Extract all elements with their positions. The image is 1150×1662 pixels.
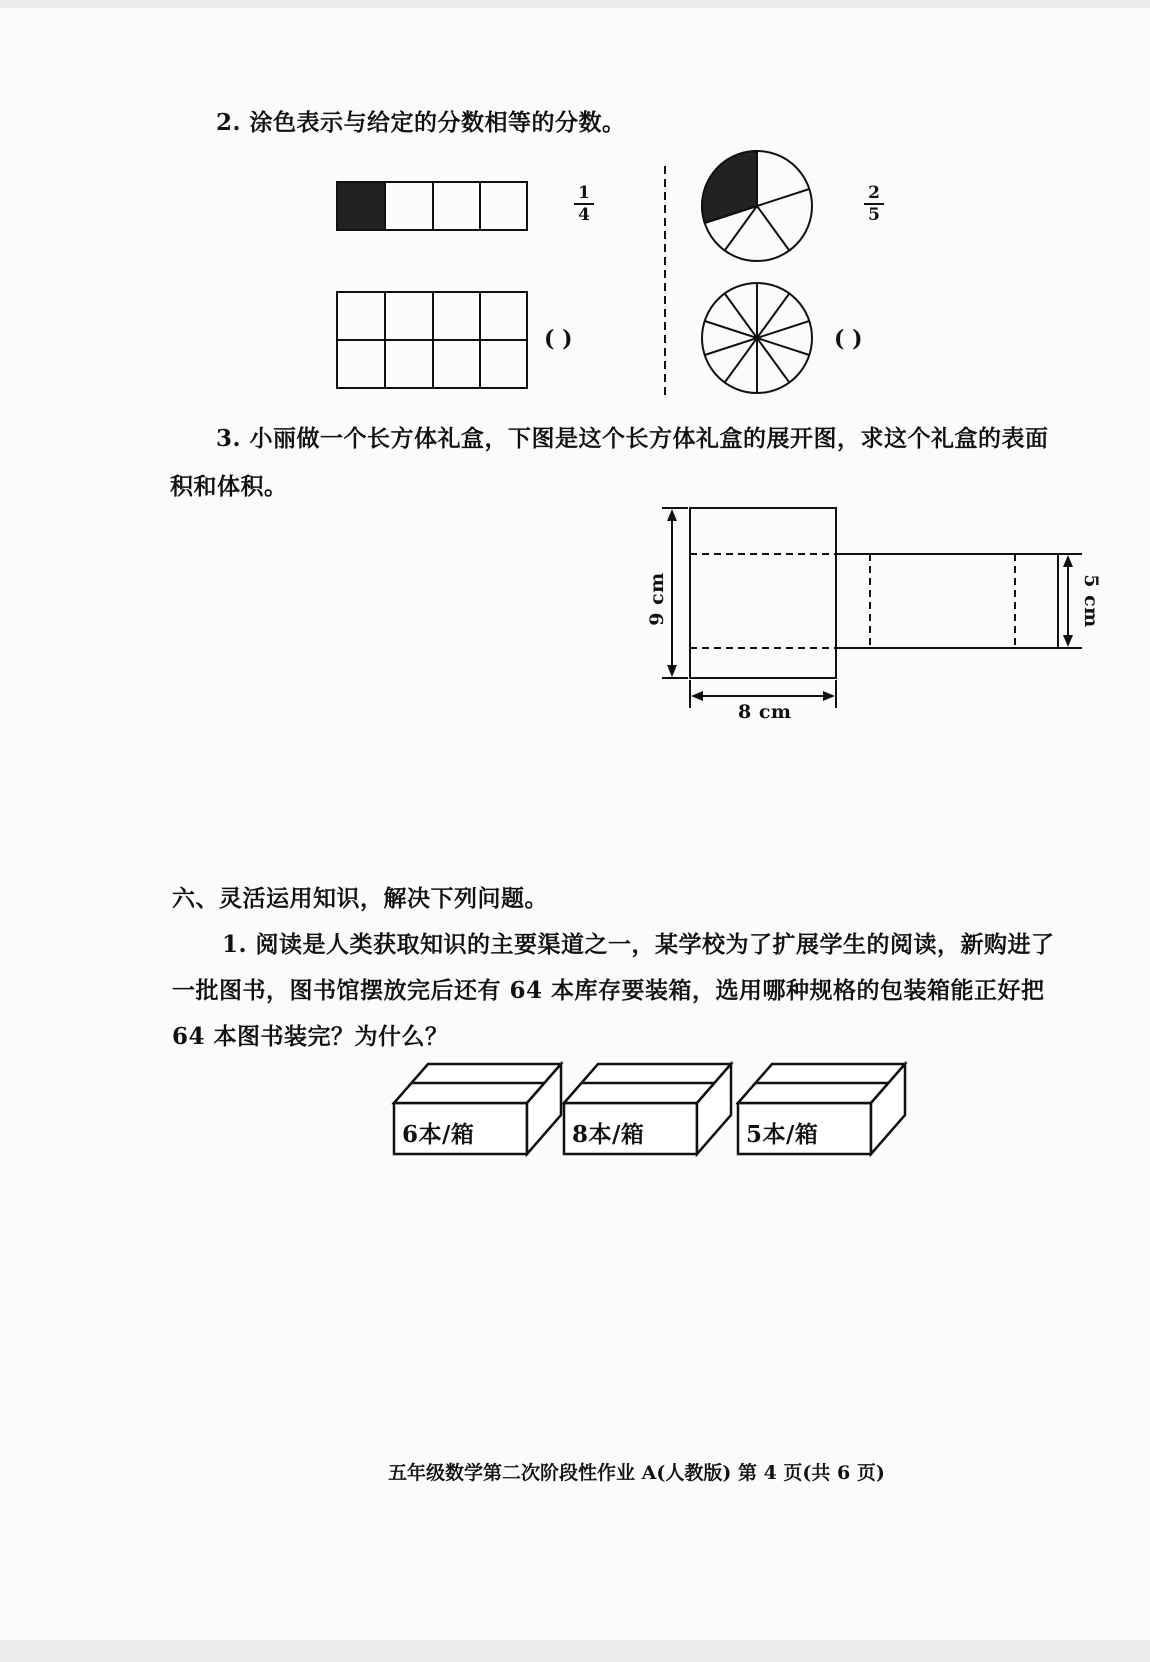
- figures-canvas: [0, 8, 1150, 1662]
- pie-10-parts: [702, 283, 812, 393]
- fraction-denominator: 5: [868, 205, 880, 225]
- section6-heading: 六、灵活运用知识，解决下列问题。: [172, 885, 548, 912]
- worksheet-page: [0, 8, 1150, 1662]
- q3-line1: 3. 小丽做一个长方体礼盒，下图是这个长方体礼盒的展开图，求这个礼盒的表面: [216, 425, 1049, 452]
- page-bottom-edge: [0, 1640, 1150, 1662]
- fraction-one-quarter: [572, 184, 596, 224]
- pie-5-parts: [702, 151, 812, 261]
- answer-blank-pie[interactable]: ( ): [834, 326, 863, 352]
- label-height-9cm: 9 cm: [645, 572, 668, 626]
- fraction-numerator: 1: [578, 183, 590, 203]
- label-depth-5cm: 5 cm: [1079, 574, 1102, 628]
- s6-q1-line2: 一批图书，图书馆摆放完后还有 64 本库存要装箱，选用哪种规格的包装箱能正好把: [172, 977, 1045, 1004]
- box-label-6: 6本/箱: [402, 1121, 475, 1148]
- page-footer: 五年级数学第二次阶段性作业 A(人教版) 第 4 页(共 6 页): [388, 1462, 885, 1484]
- s6-q1-line3: 64 本图书装完？为什么？: [172, 1023, 449, 1050]
- box-label-5: 5本/箱: [746, 1121, 819, 1148]
- fraction-denominator: 4: [578, 205, 590, 225]
- box-label-8: 8本/箱: [572, 1121, 645, 1148]
- grid-2x4: [337, 292, 527, 388]
- box-net-diagram: [662, 508, 1082, 708]
- answer-blank-grid[interactable]: ( ): [544, 326, 573, 352]
- q3-line2: 积和体积。: [170, 473, 288, 500]
- q2-title: 2. 涂色表示与给定的分数相等的分数。: [216, 109, 626, 136]
- fraction-two-fifths: [862, 184, 886, 224]
- strip-1x4: [337, 182, 527, 230]
- s6-q1-line1: 1. 阅读是人类获取知识的主要渠道之一，某学校为了扩展学生的阅读，新购进了: [222, 931, 1055, 958]
- fraction-numerator: 2: [868, 183, 880, 203]
- label-width-8cm: 8 cm: [738, 701, 792, 723]
